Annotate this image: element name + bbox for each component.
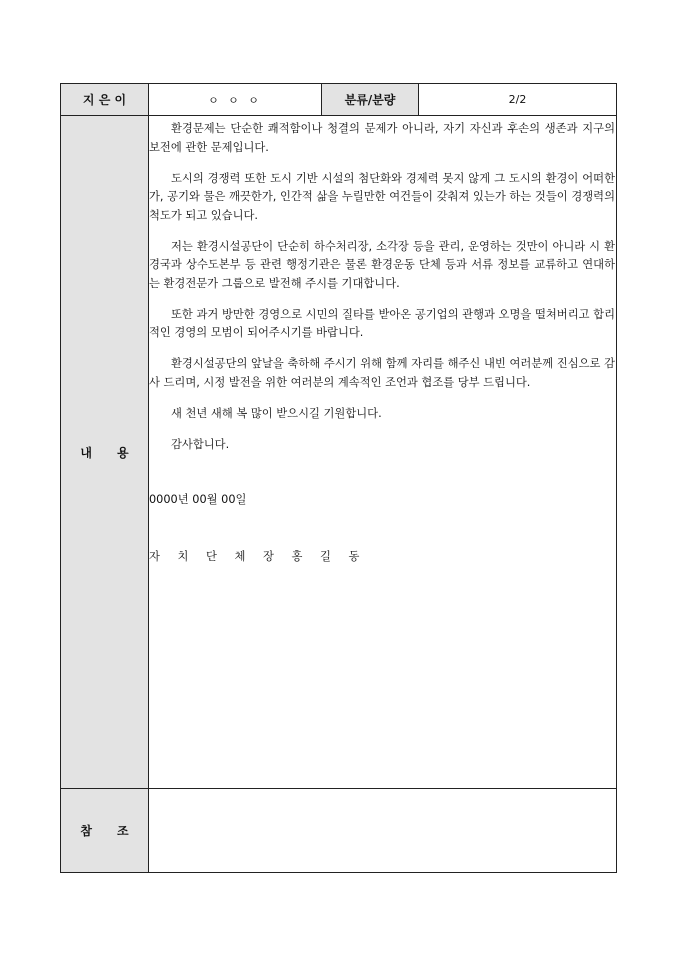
document-date: 0000년 00월 00일 xyxy=(149,493,247,506)
paragraph: 도시의 경쟁력 또한 도시 기반 시설의 첨단화와 경제력 못지 않게 그 도시의 환경이 어떠한가, 공기와 물은 깨끗한가, 인간적 삶을 누릴만한 여건들이 갖춰져 있는가 하는 것들이 경쟁력의 척도가 되고 있습니다. xyxy=(149,171,615,222)
reference-value xyxy=(149,789,616,872)
content-label: 내 용 xyxy=(61,116,148,788)
paragraph: 감사합니다. xyxy=(171,437,230,451)
paragraph: 환경시설공단의 앞날을 축하해 주시기 위해 함께 자리를 해주신 내빈 여러분께 진심으로 감사 드리며, 시정 발전을 위한 여러분의 계속적인 조언과 협조를 당부 드립니다. xyxy=(149,357,615,389)
header-divider-1 xyxy=(321,84,322,115)
reference-label: 참 조 xyxy=(61,789,148,872)
header-divider xyxy=(61,115,616,116)
signature: 자 치 단 체 장 홍 길 동 xyxy=(149,549,367,563)
content-body xyxy=(149,120,615,579)
header-divider-2 xyxy=(418,84,419,115)
paragraph: 새 천년 새해 복 많이 받으시길 기원합니다. xyxy=(171,406,382,420)
category-value: 2/2 xyxy=(508,93,527,106)
content-divider xyxy=(61,788,616,789)
author-value: ㅇ ㅇ ㅇ xyxy=(208,93,262,107)
category-label: 분류/분량 xyxy=(322,84,418,115)
author-label: 지 은 이 xyxy=(61,84,148,115)
document-form xyxy=(60,83,617,873)
paragraph: 환경문제는 단순한 쾌적함이나 청결의 문제가 아니라, 자기 자신과 후손의 생존과 지구의 보전에 관한 문제입니다. xyxy=(149,122,615,154)
paragraph: 또한 과거 방만한 경영으로 시민의 질타를 받아온 공기업의 관행과 오명을 떨쳐버리고 합리적인 경영의 모범이 되어주시기를 바랍니다. xyxy=(149,307,615,339)
paragraph: 저는 환경시설공단이 단순히 하수처리장, 소각장 등을 관리, 운영하는 것만이 아니라 시 환경국과 상수도본부 등 관련 행정기관은 물론 환경운동 단체 등과 서류 정보를 교류하고 연대하는 환경전문가 그룹으로 발전해 주시를 기대합니다. xyxy=(149,239,615,290)
